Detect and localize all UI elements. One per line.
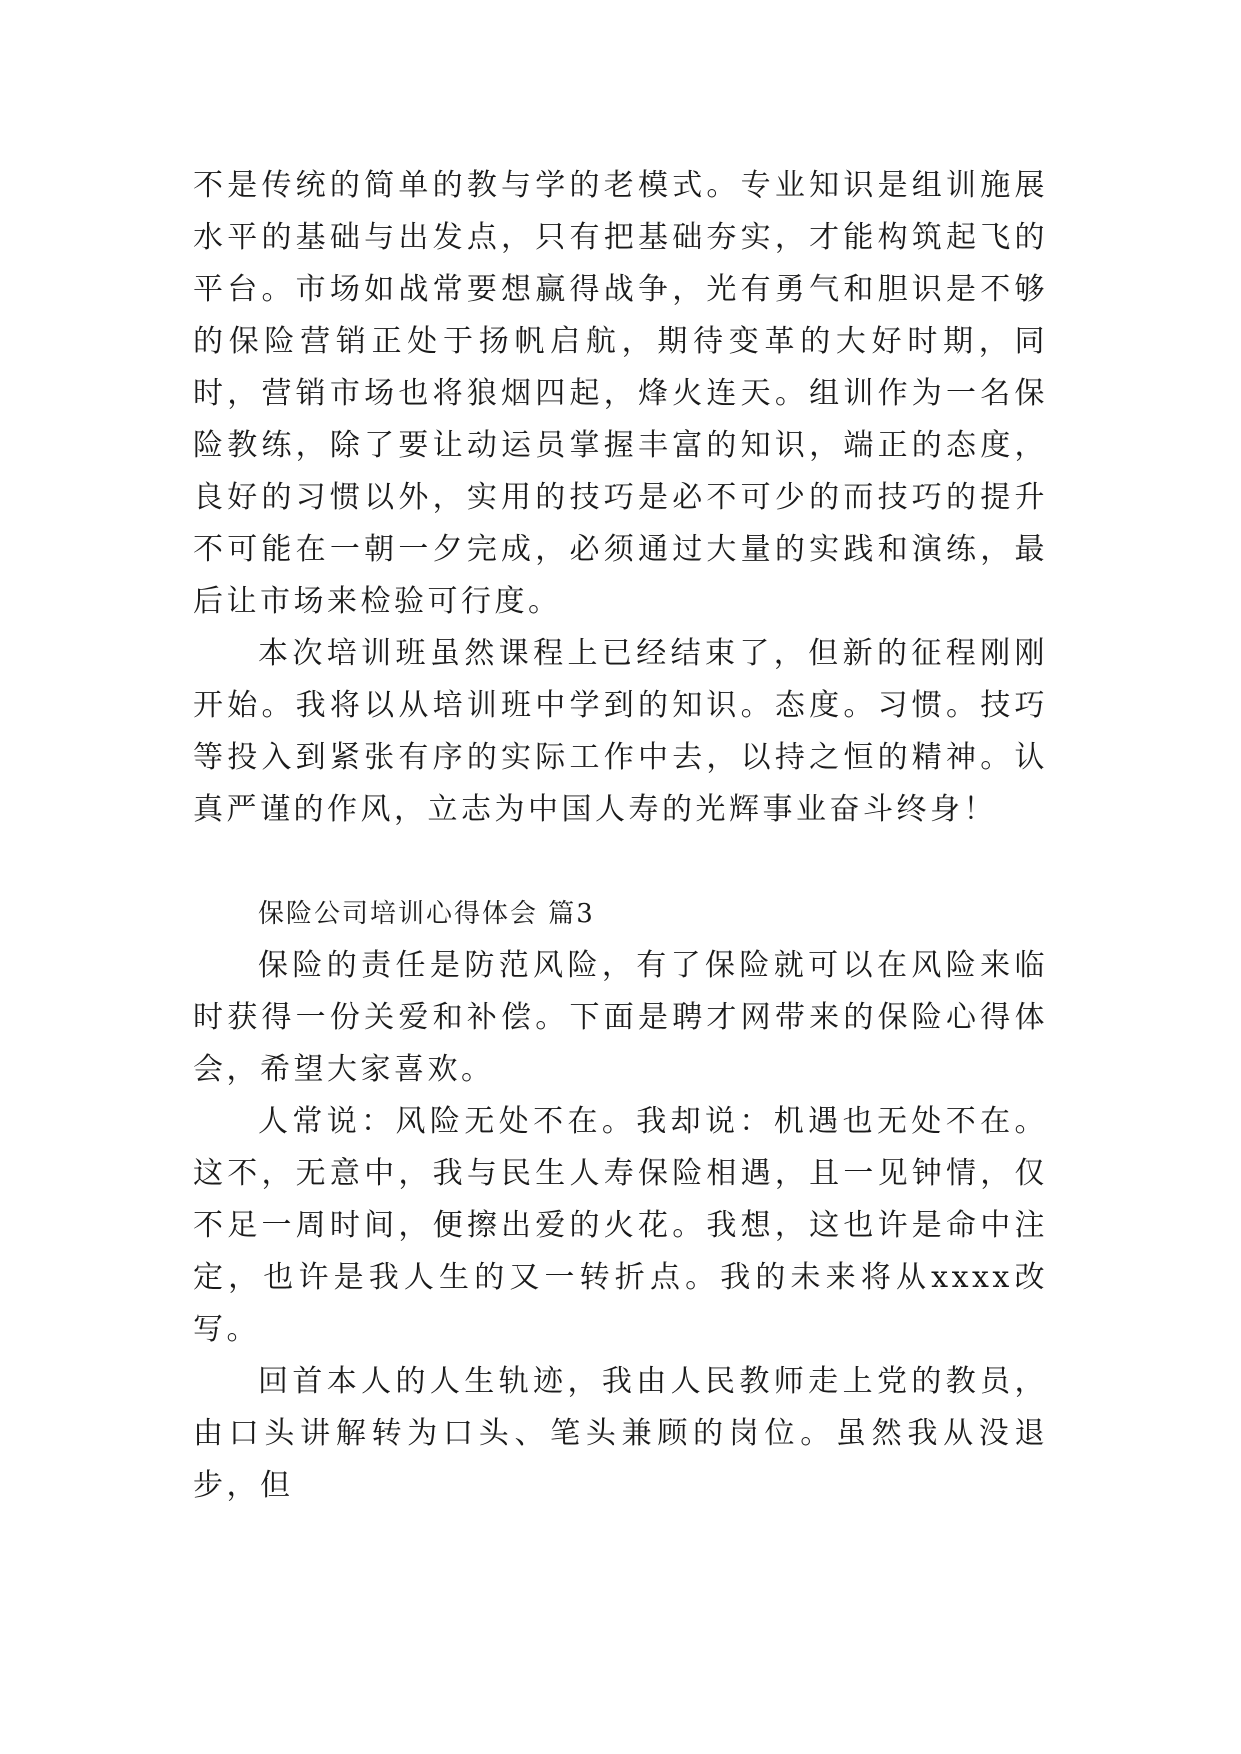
section-spacer <box>193 836 1048 888</box>
paragraph-continuation: 不是传统的简单的教与学的老模式。专业知识是组训施展水平的基础与出发点，只有把基础夯实，才能构筑起飞的平台。市场如战常要想赢得战争，光有勇气和胆识是不够的保险营销正处于扬帆启航，期待变革的大好时期，同时，营销市场也将狼烟四起，烽火连天。组训作为一名保险教练，除了要让动运员掌握丰富的知识，端正的态度，良好的习惯以外，实用的技巧是必不可少的而技巧的提升不可能在一朝一夕完成，必须通过大量的实践和演练，最后让市场来检验可行度。 <box>193 168 1048 619</box>
section-heading: 保险公司培训心得体会 篇3 <box>258 899 595 929</box>
paragraph-opportunity: 人常说：风险无处不在。我却说：机遇也无处不在。这不，无意中，我与民生人寿保险相遇，且一见钟情，仅不足一周时间，便擦出爱的火花。我想，这也许是命中注定，也许是我人生的又一转折点。我的未来将从xxxx改写。 <box>193 1104 1048 1347</box>
paragraph-life-trajectory: 回首本人的人生轨迹，我由人民教师走上党的教员，由口头讲解转为口头、笔头兼顾的岗位。虽然我从没退步，但 <box>193 1364 1048 1503</box>
document-page <box>193 160 1048 1512</box>
paragraph-training-conclusion: 本次培训班虽然课程上已经结束了，但新的征程刚刚开始。我将以从培训班中学到的知识。态度。习惯。技巧等投入到紧张有序的实际工作中去，以持之恒的精神。认真严谨的作风，立志为中国人寿的光辉事业奋斗终身！ <box>193 636 1048 827</box>
paragraph-intro: 保险的责任是防范风险，有了保险就可以在风险来临时获得一份关爱和补偿。下面是聘才网带来的保险心得体会，希望大家喜欢。 <box>193 948 1048 1087</box>
